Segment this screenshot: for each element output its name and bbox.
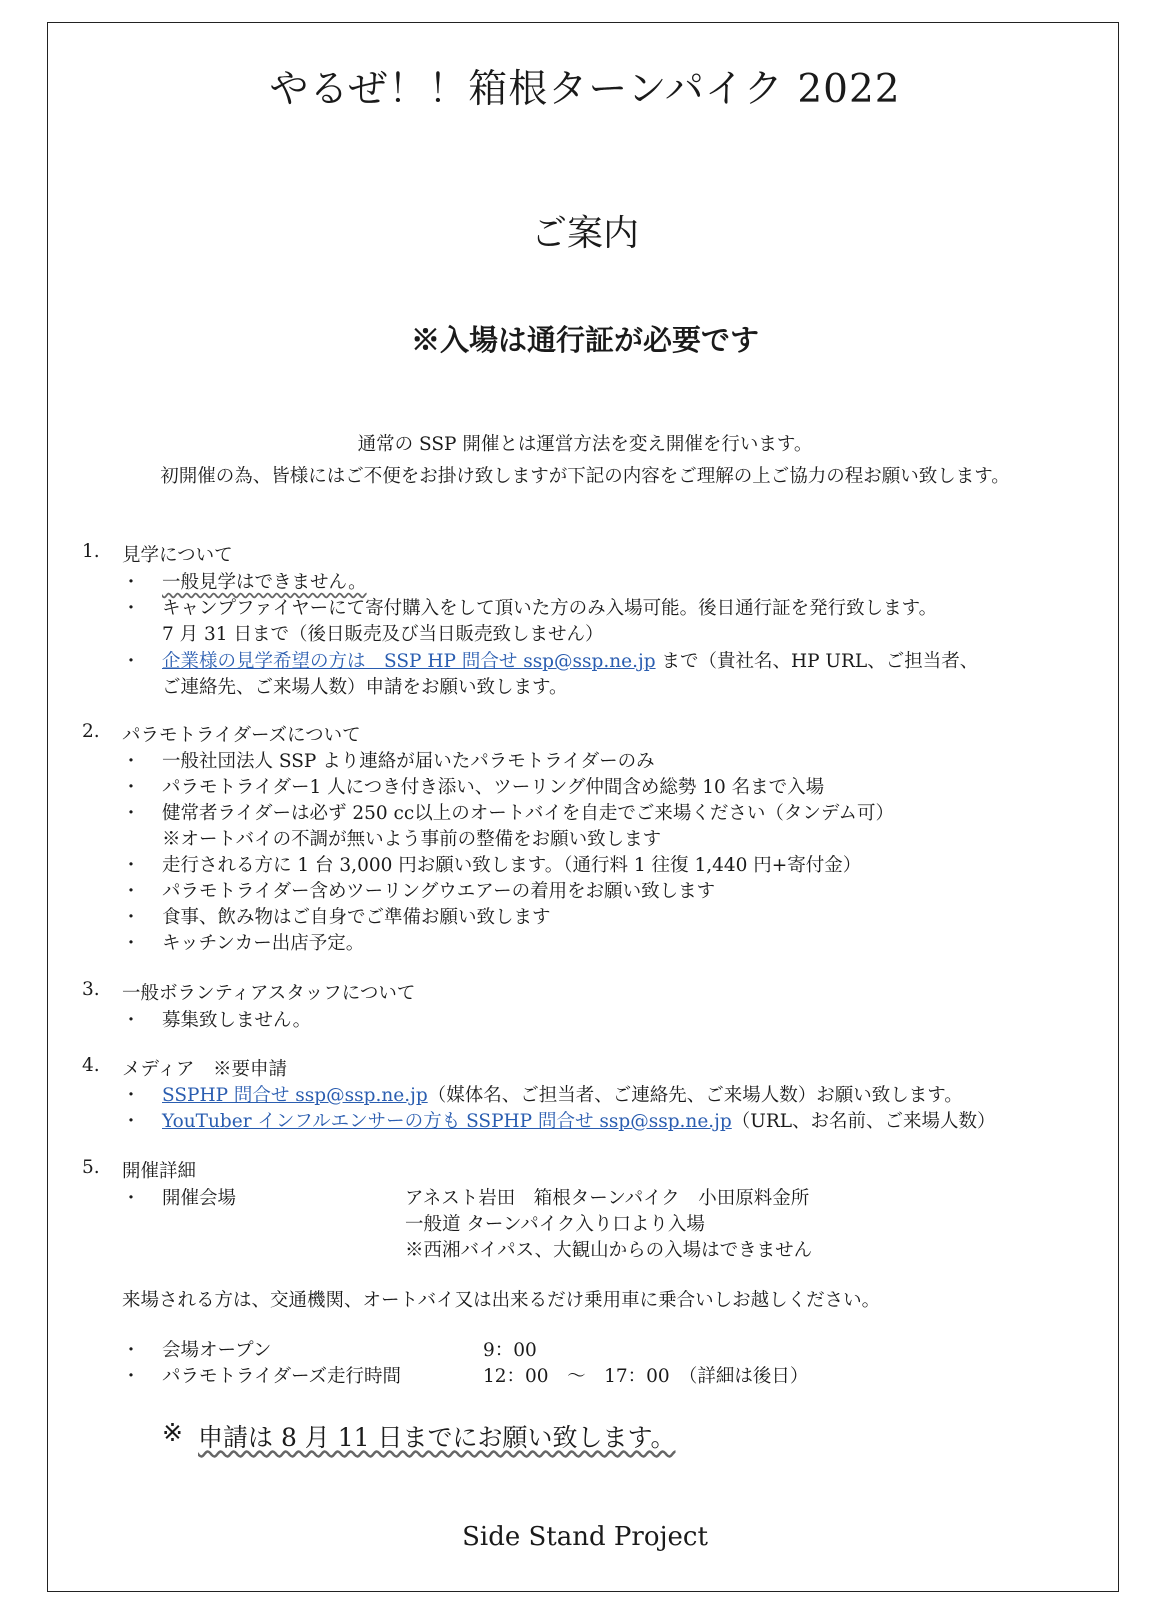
bullet: ・: [122, 1188, 140, 1209]
section-number: 4.: [82, 1055, 100, 1076]
transport-note: 来場される方は、交通機関、オートバイ又は出来るだけ乗用車に乗合いしお越しください。: [122, 1290, 881, 1311]
section-heading: 開催詳細: [122, 1161, 197, 1182]
bullet: ・: [122, 651, 140, 672]
intro-line-2: 初開催の為、皆様にはご不便をお掛け致しますが下記の内容をご理解の上ご協力の程お願い致します。: [160, 466, 1010, 487]
list-item: 一般見学はできません。: [162, 572, 367, 593]
list-item: 健常者ライダーは必ず 250 cc以上のオートバイを自走でご来場ください（タンデム可）: [162, 803, 894, 824]
bullet: ・: [122, 907, 140, 928]
list-item: 7 月 31 日まで（後日販売及び当日販売致しません）: [162, 624, 604, 645]
list-item: 一般社団法人 SSP より連絡が届いたパラモトライダーのみ: [162, 751, 655, 772]
section-number: 1.: [82, 541, 100, 562]
schedule-time: 12：00 ～ 17：00 （詳細は後日）: [483, 1366, 809, 1387]
schedule-time: 9：00: [483, 1340, 537, 1361]
bullet: ・: [122, 777, 140, 798]
bullet: ・: [122, 803, 140, 824]
bullet: ・: [122, 598, 140, 619]
bullet: ・: [122, 751, 140, 772]
deadline-mark: ※: [162, 1418, 183, 1447]
list-item: 食事、飲み物はご自身でご準備お願い致します: [162, 907, 551, 928]
section-number: 5.: [82, 1157, 100, 1178]
bullet: ・: [122, 933, 140, 954]
intro-line-1: 通常の SSP 開催とは運営方法を変え開催を行います。: [357, 434, 813, 455]
list-item: [162, 1107, 996, 1133]
bullet: ・: [122, 1111, 140, 1132]
page-title: やるぜ！！箱根ターンパイク 2022: [269, 67, 901, 112]
signature: Side Stand Project: [462, 1522, 708, 1552]
page-subtitle: ご案内: [530, 213, 639, 254]
section-number: 3.: [82, 979, 100, 1000]
list-item: キッチンカー出店予定。: [162, 933, 365, 954]
bullet: ・: [122, 855, 140, 876]
list-item: ご連絡先、ご来場人数）申請をお願い致します。: [162, 677, 568, 698]
list-item-text: まで（貴社名、HP URL、ご担当者、: [661, 651, 979, 672]
schedule-label: 会場オープン: [162, 1340, 272, 1361]
section-heading: 一般ボランティアスタッフについて: [122, 983, 416, 1004]
section-heading: メディア ※要申請: [122, 1059, 288, 1080]
venue-line: 一般道 ターンパイク入り口より入場: [405, 1214, 705, 1235]
bullet: ・: [122, 1085, 140, 1106]
section-heading: 見学について: [122, 545, 233, 566]
bullet: ・: [122, 1366, 140, 1387]
list-item: [162, 1081, 963, 1107]
venue-line: アネスト岩田 箱根ターンパイク 小田原料金所: [405, 1188, 810, 1209]
section-heading: パラモトライダーズについて: [122, 725, 361, 746]
list-item: 走行される方に 1 台 3,000 円お願い致します。（通行料 1 往復 1,440 円+寄付金）: [162, 855, 862, 876]
list-item-text: （媒体名、ご担当者、ご連絡先、ご来場人数）お願い致します。: [427, 1085, 963, 1106]
bullet: ・: [122, 881, 140, 902]
schedule-label: パラモトライダーズ走行時間: [162, 1366, 402, 1387]
corporate-inquiry-link[interactable]: 企業様の見学希望の方は SSP HP 問合せ ssp@ssp.ne.jp: [162, 651, 656, 672]
list-item: ※オートバイの不調が無いよう事前の整備をお願い致します: [162, 829, 662, 850]
youtuber-inquiry-link[interactable]: YouTuber インフルエンサーの方も SSPHP 問合せ ssp@ssp.ne.jp: [162, 1111, 732, 1132]
bullet: ・: [122, 572, 140, 593]
list-item: [162, 647, 978, 673]
list-item: 募集致しません。: [162, 1010, 312, 1031]
list-item: キャンプファイヤーにて寄付購入をして頂いた方のみ入場可能。後日通行証を発行致します。: [162, 598, 938, 619]
section-number: 2.: [82, 721, 100, 742]
media-inquiry-link[interactable]: SSPHP 問合せ ssp@ssp.ne.jp: [162, 1085, 428, 1106]
entry-notice: ※入場は通行証が必要です: [410, 323, 759, 357]
list-item-text: （URL、お名前、ご来場人数）: [731, 1111, 996, 1132]
bullet: ・: [122, 1010, 140, 1031]
venue-line: ※西湘バイパス、大観山からの入場はできません: [405, 1240, 813, 1261]
venue-label: 開催会場: [162, 1188, 237, 1209]
list-item: パラモトライダー含めツーリングウエアーの着用をお願い致します: [162, 881, 716, 902]
list-item: パラモトライダー1 人につき付き添い、ツーリング仲間含め総勢 10 名まで入場: [162, 777, 825, 798]
deadline-text: 申請は 8 月 11 日までにお願い致します。: [198, 1423, 676, 1452]
bullet: ・: [122, 1340, 140, 1361]
